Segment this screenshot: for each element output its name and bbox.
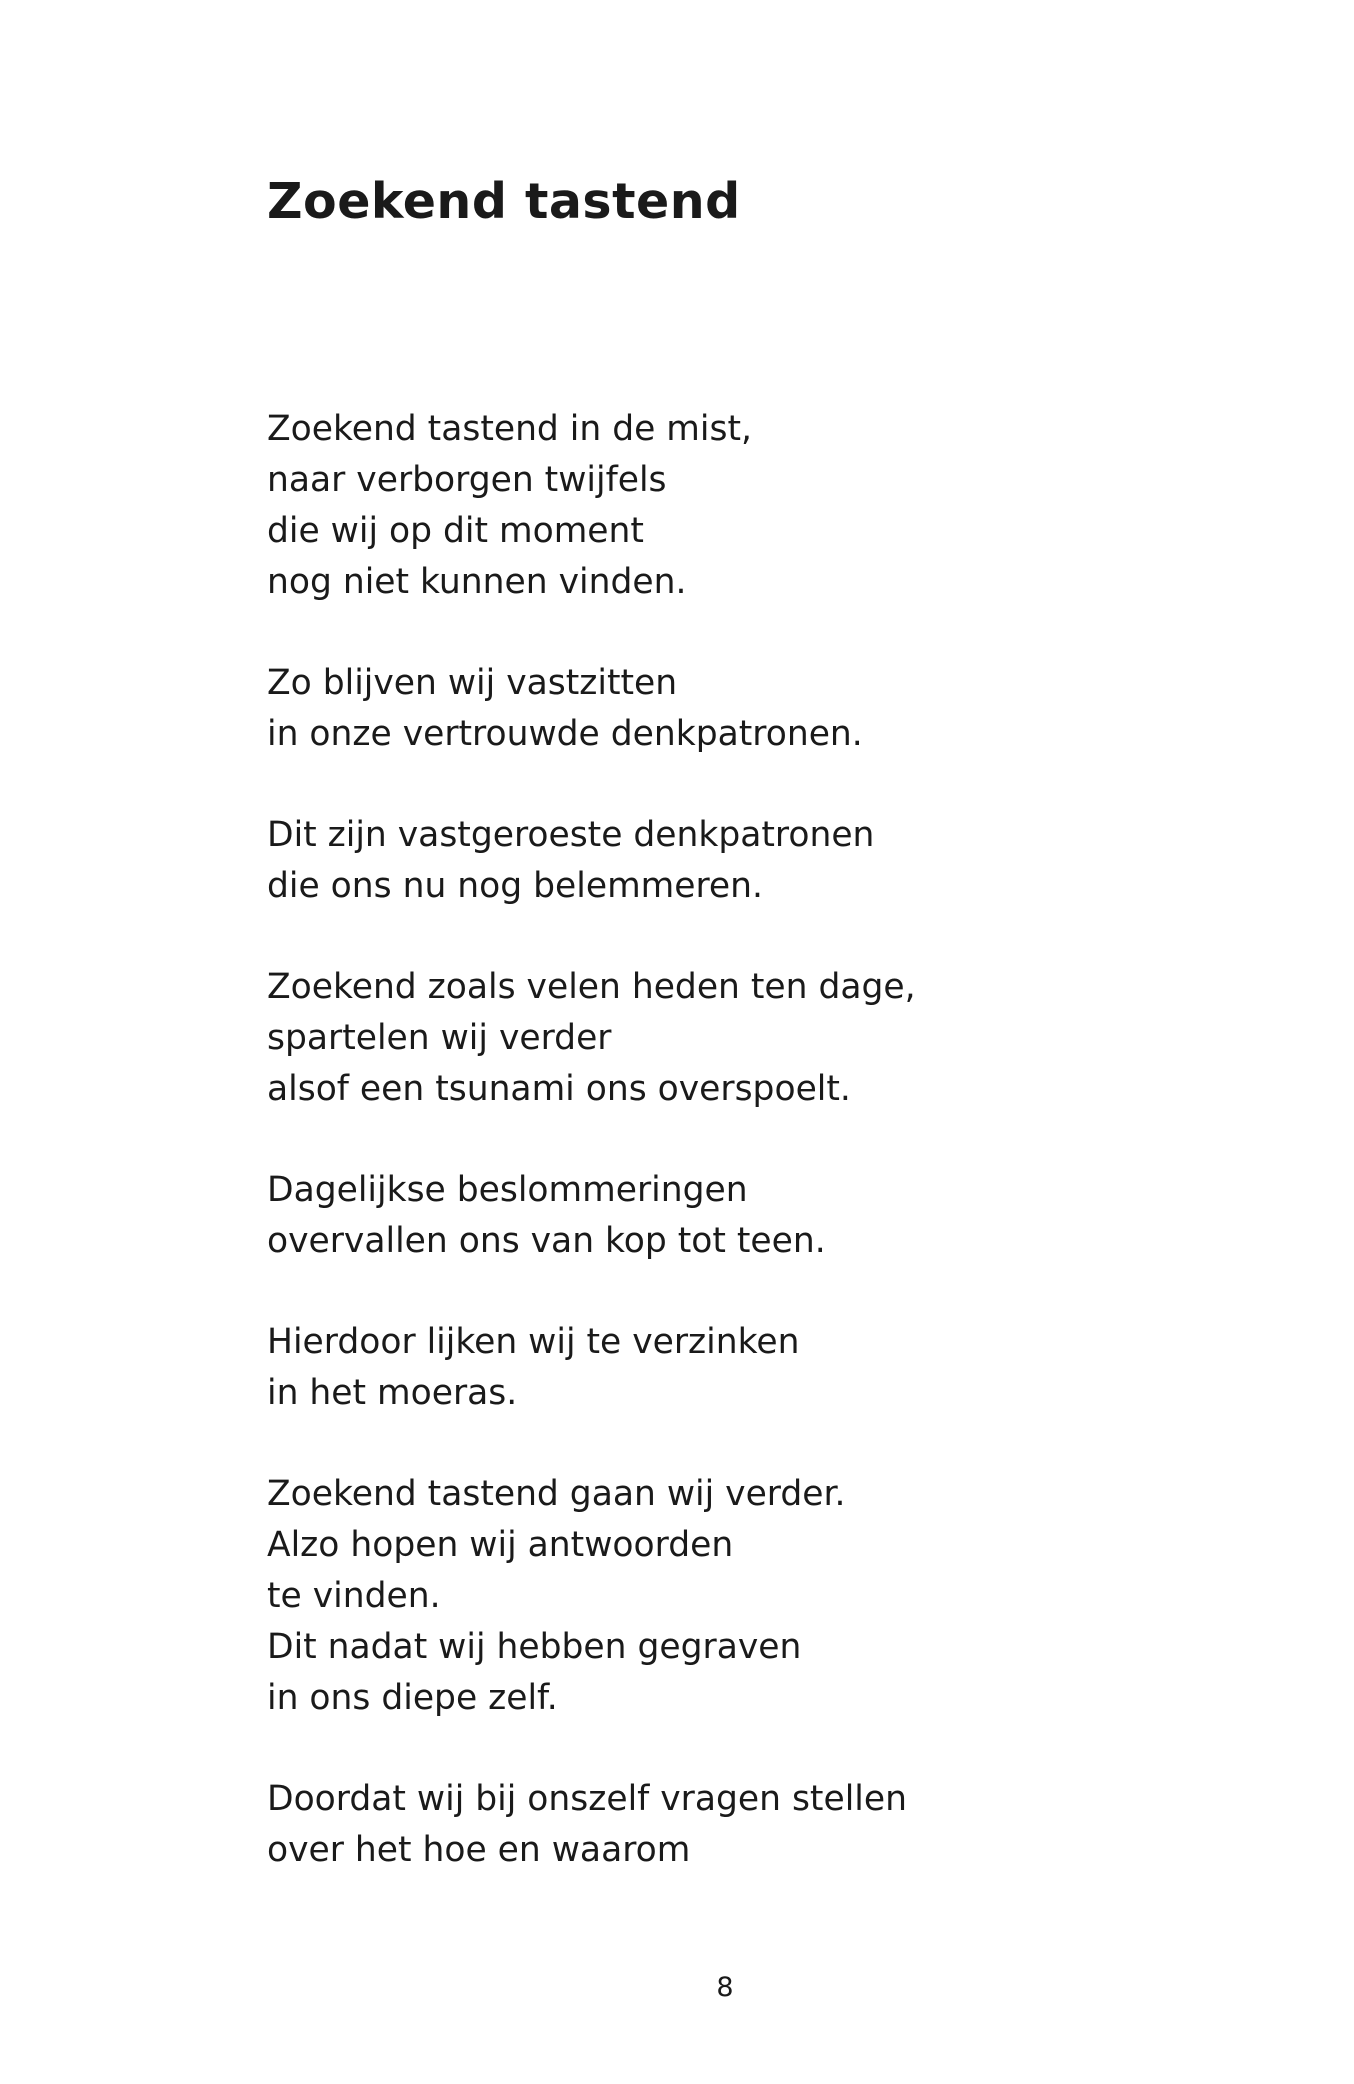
poem-line: Zoekend zoals velen heden ten dage, xyxy=(267,967,916,1007)
poem-line: Doordat wij bij onszelf vragen stellen xyxy=(267,1779,907,1819)
poem-line: alsof een tsunami ons overspoelt. xyxy=(267,1069,851,1109)
poem-line: Zoekend tastend gaan wij verder. xyxy=(267,1474,846,1514)
poem-line: spartelen wij verder xyxy=(267,1018,612,1058)
poem-line: Hierdoor lijken wij te verzinken xyxy=(267,1322,800,1362)
poem-line: in ons diepe zelf. xyxy=(267,1678,558,1718)
poem-line: Zo blijven wij vastzitten xyxy=(267,663,678,703)
stanza xyxy=(267,404,1267,608)
poem-line: die ons nu nog belemmeren. xyxy=(267,866,763,906)
poem-line: nog niet kunnen vinden. xyxy=(267,562,687,602)
poem-line: naar verborgen twijfels xyxy=(267,460,667,500)
poem-line: overvallen ons van kop tot teen. xyxy=(267,1221,826,1261)
page-number: 8 xyxy=(716,1972,734,2003)
stanza xyxy=(267,810,1267,912)
poem-line: Dit nadat wij hebben gegraven xyxy=(267,1627,802,1667)
stanza xyxy=(267,658,1267,760)
poem-line: in onze vertrouwde denkpatronen. xyxy=(267,714,863,754)
poem-line: te vinden. xyxy=(267,1576,441,1616)
poem-line: Dagelijkse beslommeringen xyxy=(267,1170,748,1210)
poem-title: Zoekend tastend xyxy=(267,173,741,230)
stanza xyxy=(267,1774,1267,1876)
poem-line: Dit zijn vastgeroeste denkpatronen xyxy=(267,815,875,855)
poem-body xyxy=(267,404,1267,1926)
poem-line: Alzo hopen wij antwoorden xyxy=(267,1525,734,1565)
poem-line: over het hoe en waarom xyxy=(267,1830,691,1870)
stanza xyxy=(267,1317,1267,1419)
stanza xyxy=(267,1469,1267,1724)
poem-line: Zoekend tastend in de mist, xyxy=(267,409,752,449)
stanza xyxy=(267,1165,1267,1267)
poem-line: in het moeras. xyxy=(267,1373,518,1413)
stanza xyxy=(267,962,1267,1115)
poem-line: die wij op dit moment xyxy=(267,511,644,551)
